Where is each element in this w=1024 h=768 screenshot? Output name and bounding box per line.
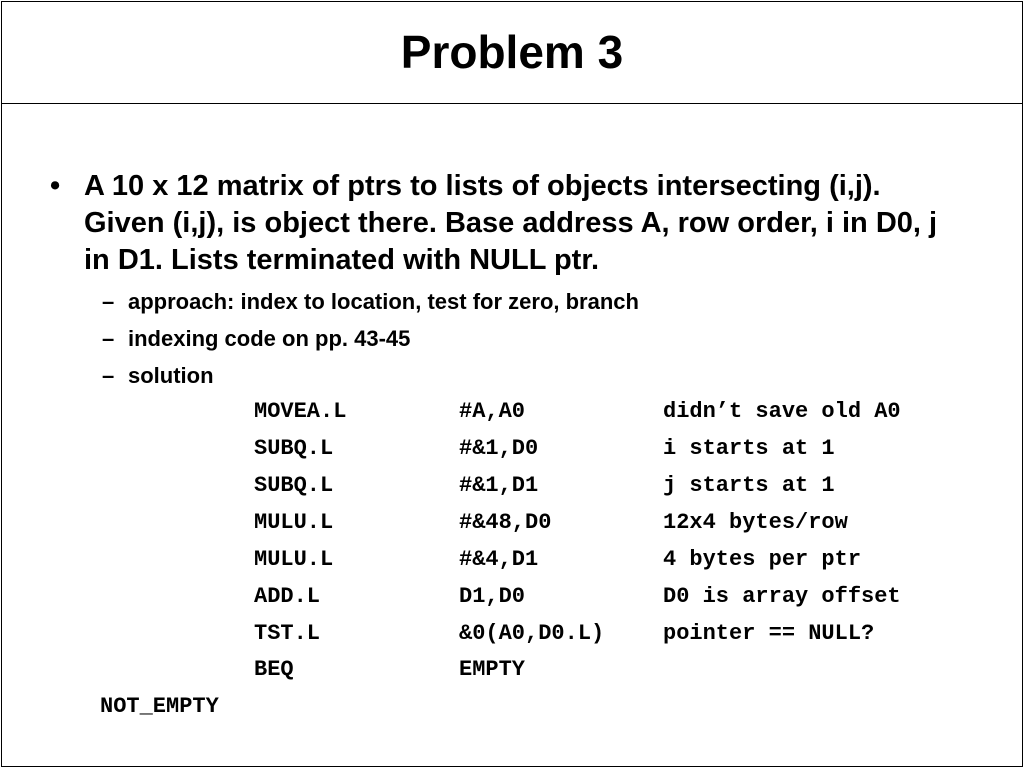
- dash: –: [102, 289, 115, 314]
- sub-bullet-text: indexing code on pp. 43-45: [128, 326, 411, 351]
- code-comment: pointer == NULL?: [663, 621, 875, 646]
- code-comment: 4 bytes per ptr: [663, 547, 862, 572]
- code-op: SUBQ.L: [254, 473, 334, 498]
- code-arg: D1,D0: [459, 584, 526, 609]
- code-op: TST.L: [254, 621, 321, 646]
- code-comment: 12x4 bytes/row: [663, 510, 848, 535]
- code-arg: #&4,D1: [459, 547, 539, 572]
- code-arg: EMPTY: [459, 657, 526, 682]
- code-comment: D0 is array offset: [663, 584, 901, 609]
- bullet-dot: •: [50, 170, 61, 202]
- code-op: MULU.L: [254, 547, 334, 572]
- code-op: SUBQ.L: [254, 436, 334, 461]
- title-bar: [2, 2, 1022, 104]
- code-op: ADD.L: [254, 584, 321, 609]
- slide-title: Problem 3: [400, 25, 624, 78]
- code-comment: j starts at 1: [663, 473, 835, 498]
- code-op: MULU.L: [254, 510, 334, 535]
- dash: –: [102, 326, 115, 351]
- code-comment: i starts at 1: [663, 436, 835, 461]
- code-arg: #A,A0: [459, 399, 526, 424]
- code-comment: didn’t save old A0: [663, 399, 901, 424]
- code-arg: &0(A0,D0.L): [459, 621, 605, 646]
- code-label: NOT_EMPTY: [100, 694, 219, 719]
- dash: –: [102, 363, 115, 388]
- code-arg: #&1,D1: [459, 473, 539, 498]
- code-arg: #&1,D0: [459, 436, 539, 461]
- sub-bullet-text: approach: index to location, test for zero, branch: [128, 289, 639, 314]
- slide: [1, 1, 1023, 767]
- sub-bullet-text: solution: [128, 363, 214, 388]
- code-arg: #&48,D0: [459, 510, 552, 535]
- main-bullet-text: A 10 x 12 matrix of ptrs to lists of objects intersecting (i,j). Given (i,j), is object there. Base address A, row order, i in D0, j in D1. Lists terminated with NULL ptr.: [84, 170, 938, 276]
- code-op: MOVEA.L: [254, 399, 347, 424]
- code-op: BEQ: [254, 657, 294, 682]
